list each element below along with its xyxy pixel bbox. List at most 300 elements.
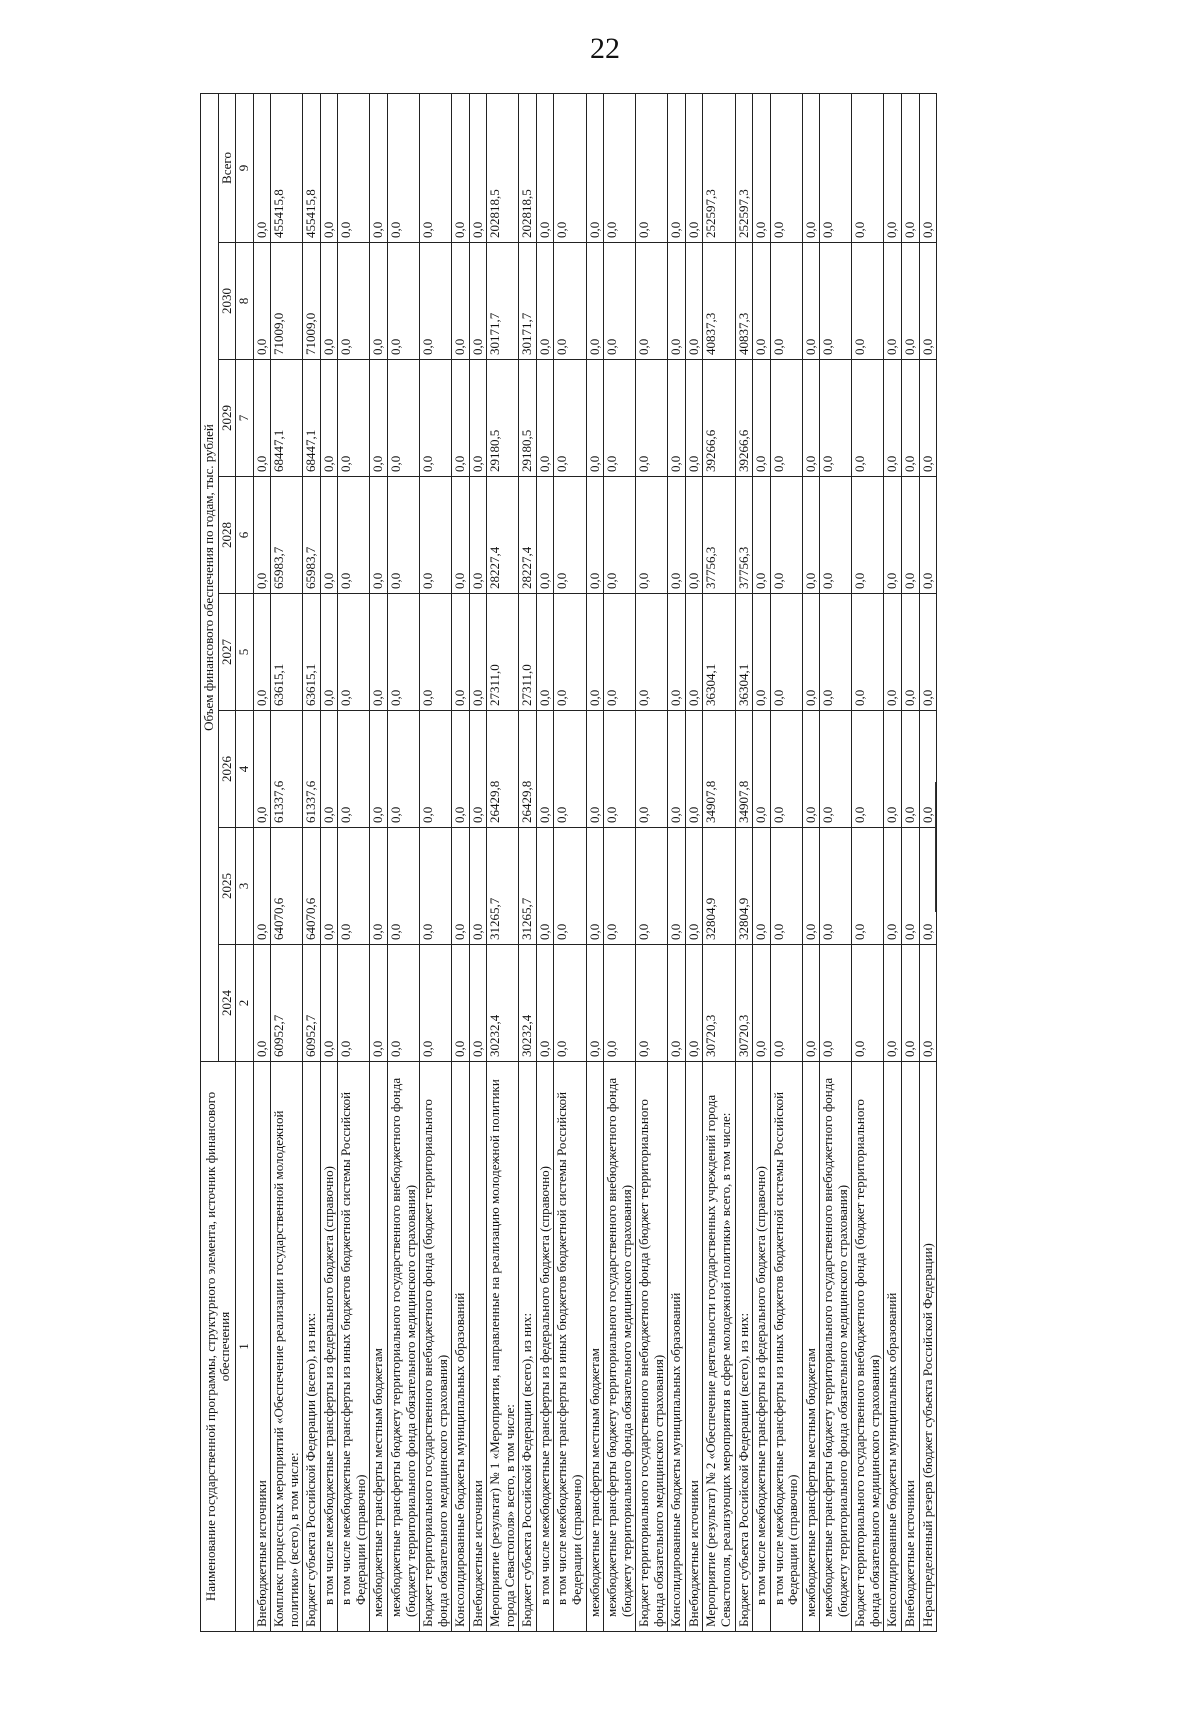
row-total-value: 455415,8 [271,93,303,242]
row-year-value: 39266,6 [735,360,753,477]
row-year-value: 0,0 [388,594,420,711]
row-year-value: 0,0 [338,360,370,477]
row-year-value: 0,0 [668,360,686,477]
row-name: Консолидированные бюджеты муниципальных образований [668,1062,686,1632]
row-year-value: 0,0 [420,711,452,828]
row-year-value: 0,0 [338,711,370,828]
row-year-value: 0,0 [604,594,636,711]
row-total-value: 0,0 [636,93,668,242]
row-name: Бюджет субъекта Российской Федерации (всего), из них: [519,1062,537,1632]
row-year-value: 0,0 [901,360,919,477]
row-year-value: 0,0 [554,828,586,945]
row-total-value: 0,0 [320,93,338,242]
row-year-value: 0,0 [753,594,771,711]
row-year-value: 0,0 [338,243,370,360]
row-year-value: 0,0 [452,243,470,360]
row-year-value: 26429,8 [487,711,519,828]
row-year-value: 60952,7 [303,945,321,1062]
table-row [452,93,470,1631]
table-row [519,93,537,1631]
table-row [884,93,902,1631]
row-year-value: 0,0 [802,594,820,711]
row-year-value: 32804,9 [735,828,753,945]
row-year-value: 0,0 [469,828,487,945]
row-total-value: 0,0 [554,93,586,242]
row-name: межбюджетные трансферты бюджету территориального государственного внебюджетного фонда (бюджету территориального фонда обязательного медицинского страхования) [388,1062,420,1632]
row-year-value: 0,0 [420,477,452,594]
row-year-value: 0,0 [802,945,820,1062]
row-year-value: 60952,7 [271,945,303,1062]
row-year-value: 0,0 [554,477,586,594]
row-year-value: 0,0 [770,243,802,360]
row-year-value: 0,0 [753,828,771,945]
row-year-value: 34907,8 [735,711,753,828]
row-year-value: 0,0 [604,360,636,477]
row-year-value: 0,0 [388,828,420,945]
row-year-value: 0,0 [685,711,703,828]
row-year-value: 0,0 [820,477,852,594]
row-year-value: 0,0 [685,945,703,1062]
column-index: 7 [236,360,254,477]
row-year-value: 63615,1 [303,594,321,711]
header-row-1 [201,93,219,1631]
row-year-value: 0,0 [604,828,636,945]
row-year-value: 0,0 [753,711,771,828]
footer-line [935,782,936,912]
row-name: Мероприятие (результат) № 1 «Мероприятия, направленные на реализацию молодежной политики города Севастополя» всего, в том числе: [487,1062,519,1632]
header-year: 2030 [218,243,236,360]
row-year-value: 0,0 [554,945,586,1062]
row-year-value: 0,0 [770,477,802,594]
row-year-value: 0,0 [852,945,884,1062]
row-year-value: 28227,4 [519,477,537,594]
row-year-value: 0,0 [668,243,686,360]
table-row [852,93,884,1631]
row-year-value: 40837,3 [703,243,735,360]
row-year-value: 36304,1 [703,594,735,711]
column-index: 2 [236,945,254,1062]
table-row [802,93,820,1631]
row-year-value: 0,0 [253,711,271,828]
row-year-value: 71009,0 [303,243,321,360]
row-year-value: 0,0 [320,477,338,594]
row-name: Мероприятие (результат) № 2 «Обеспечение деятельности государственных учреждений города Севастополя, реализующих мероприятия в сфере молодежной политики» всего, в том числе: [703,1062,735,1632]
row-year-value: 0,0 [338,594,370,711]
column-index: 9 [236,93,254,242]
row-year-value: 0,0 [370,945,388,1062]
row-year-value: 0,0 [452,945,470,1062]
column-index: 3 [236,828,254,945]
row-year-value: 37756,3 [735,477,753,594]
row-name: Бюджет территориального государственного внебюджетного фонда (бюджет территориального фонда обязательного медицинского страхования) [852,1062,884,1632]
row-year-value: 0,0 [852,360,884,477]
row-year-value: 30171,7 [487,243,519,360]
row-year-value: 0,0 [469,711,487,828]
row-year-value: 0,0 [852,243,884,360]
row-year-value: 0,0 [636,360,668,477]
row-year-value: 0,0 [536,711,554,828]
table-row [554,93,586,1631]
table-row [636,93,668,1631]
row-name: межбюджетные трансферты местным бюджетам [586,1062,604,1632]
row-year-value: 0,0 [770,711,802,828]
row-total-value: 0,0 [919,93,937,242]
row-year-value: 0,0 [338,477,370,594]
table-row [919,93,937,1631]
row-year-value: 0,0 [884,828,902,945]
row-year-value: 0,0 [253,828,271,945]
row-year-value: 68447,1 [303,360,321,477]
row-year-value: 0,0 [536,360,554,477]
row-year-value: 0,0 [554,594,586,711]
row-year-value: 0,0 [802,828,820,945]
row-year-value: 0,0 [536,945,554,1062]
column-index: 1 [236,1062,254,1632]
row-year-value: 0,0 [420,594,452,711]
row-year-value: 0,0 [536,477,554,594]
row-year-value: 0,0 [554,711,586,828]
row-year-value: 0,0 [370,477,388,594]
row-year-value: 0,0 [919,711,937,828]
row-year-value: 0,0 [884,243,902,360]
row-total-value: 0,0 [338,93,370,242]
row-year-value: 0,0 [884,477,902,594]
header-year: 2025 [218,828,236,945]
row-year-value: 30232,4 [519,945,537,1062]
column-index-row [236,93,254,1631]
row-year-value: 0,0 [770,945,802,1062]
row-year-value: 0,0 [852,711,884,828]
row-year-value: 0,0 [320,828,338,945]
row-name: Комплекс процессных мероприятий «Обеспечение реализации государственной молодежной политики» (всего), в том числе: [271,1062,303,1632]
row-year-value: 0,0 [636,711,668,828]
column-index: 8 [236,243,254,360]
row-year-value: 0,0 [852,594,884,711]
row-year-value: 0,0 [852,828,884,945]
table-row [388,93,420,1631]
row-year-value: 0,0 [536,828,554,945]
row-total-value: 0,0 [802,93,820,242]
row-year-value: 31265,7 [519,828,537,945]
row-year-value: 64070,6 [271,828,303,945]
table-row [320,93,338,1631]
row-year-value: 0,0 [636,945,668,1062]
row-year-value: 0,0 [919,243,937,360]
row-year-value: 27311,0 [487,594,519,711]
row-year-value: 0,0 [901,828,919,945]
row-year-value: 0,0 [586,477,604,594]
row-year-value: 71009,0 [271,243,303,360]
row-year-value: 0,0 [685,828,703,945]
table-row [770,93,802,1631]
row-year-value: 0,0 [370,828,388,945]
row-year-value: 0,0 [469,945,487,1062]
row-year-value: 0,0 [636,828,668,945]
row-year-value: 0,0 [919,945,937,1062]
row-total-value: 0,0 [770,93,802,242]
row-year-value: 26429,8 [519,711,537,828]
row-name: Внебюджетные источники [685,1062,703,1632]
row-year-value: 0,0 [770,360,802,477]
row-year-value: 0,0 [452,711,470,828]
row-year-value: 28227,4 [487,477,519,594]
row-year-value: 0,0 [919,594,937,711]
row-year-value: 0,0 [820,243,852,360]
row-year-value: 0,0 [753,945,771,1062]
row-name: межбюджетные трансферты местным бюджетам [370,1062,388,1632]
row-total-value: 0,0 [469,93,487,242]
row-total-value: 455415,8 [303,93,321,242]
row-year-value: 36304,1 [735,594,753,711]
row-year-value: 0,0 [668,828,686,945]
row-year-value: 0,0 [636,243,668,360]
row-name: Внебюджетные источники [469,1062,487,1632]
row-year-value: 0,0 [536,243,554,360]
row-total-value: 252597,3 [735,93,753,242]
row-total-value: 0,0 [586,93,604,242]
row-year-value: 0,0 [884,360,902,477]
row-year-value: 0,0 [586,360,604,477]
row-year-value: 0,0 [802,360,820,477]
row-name: Консолидированные бюджеты муниципальных образований [884,1062,902,1632]
row-total-value: 0,0 [370,93,388,242]
row-year-value: 29180,5 [519,360,537,477]
row-year-value: 31265,7 [487,828,519,945]
row-year-value: 0,0 [919,477,937,594]
row-total-value: 0,0 [536,93,554,242]
table-row [370,93,388,1631]
row-year-value: 0,0 [586,594,604,711]
row-total-value: 0,0 [253,93,271,242]
row-year-value: 27311,0 [519,594,537,711]
row-year-value: 68447,1 [271,360,303,477]
row-year-value: 0,0 [884,594,902,711]
row-year-value: 0,0 [586,945,604,1062]
table-row [536,93,554,1631]
row-total-value: 0,0 [668,93,686,242]
row-year-value: 0,0 [820,360,852,477]
row-year-value: 0,0 [452,828,470,945]
row-year-value: 0,0 [586,243,604,360]
row-year-value: 0,0 [919,828,937,945]
row-year-value: 0,0 [253,945,271,1062]
row-total-value: 0,0 [820,93,852,242]
row-year-value: 0,0 [388,477,420,594]
table-row [420,93,452,1631]
row-year-value: 0,0 [901,243,919,360]
row-year-value: 63615,1 [271,594,303,711]
table-row [820,93,852,1631]
row-year-value: 34907,8 [703,711,735,828]
row-year-value: 0,0 [636,477,668,594]
row-year-value: 0,0 [852,477,884,594]
row-year-value: 61337,6 [271,711,303,828]
row-year-value: 0,0 [253,360,271,477]
table-row [685,93,703,1631]
row-year-value: 0,0 [554,360,586,477]
row-year-value: 0,0 [901,477,919,594]
table-row [487,93,519,1631]
row-year-value: 0,0 [370,243,388,360]
rotated-table-container [200,94,1120,1632]
header-year: 2024 [218,945,236,1062]
row-name: в том числе межбюджетные трансферты из федерального бюджета (справочно) [753,1062,771,1632]
row-year-value: 0,0 [604,243,636,360]
row-year-value: 0,0 [820,945,852,1062]
rotated-table [200,94,1120,1632]
page-number: 22 [590,32,620,65]
row-year-value: 0,0 [586,711,604,828]
row-name: в том числе межбюджетные трансферты из иных бюджетов бюджетной системы Российской Федерации (справочно) [770,1062,802,1632]
row-year-value: 0,0 [320,360,338,477]
row-year-value: 0,0 [884,945,902,1062]
row-year-value: 0,0 [802,477,820,594]
financing-table [200,93,937,1632]
row-year-value: 0,0 [685,477,703,594]
row-year-value: 0,0 [753,360,771,477]
row-year-value: 0,0 [685,360,703,477]
row-year-value: 0,0 [802,711,820,828]
row-total-value: 0,0 [420,93,452,242]
column-index: 4 [236,711,254,828]
row-year-value: 0,0 [469,477,487,594]
row-year-value: 30232,4 [487,945,519,1062]
row-year-value: 0,0 [469,360,487,477]
row-year-value: 0,0 [420,828,452,945]
row-year-value: 0,0 [604,477,636,594]
row-name: в том числе межбюджетные трансферты из иных бюджетов бюджетной системы Российской Федерации (справочно) [554,1062,586,1632]
row-name: Нераспределенный резерв (бюджет субъекта Российской Федерации) [919,1062,937,1632]
column-index: 6 [236,477,254,594]
row-year-value: 0,0 [604,945,636,1062]
table-row [901,93,919,1631]
row-year-value: 0,0 [388,360,420,477]
row-year-value: 30720,3 [703,945,735,1062]
row-year-value: 0,0 [338,945,370,1062]
header-year: 2028 [218,477,236,594]
row-name: Консолидированные бюджеты муниципальных образований [452,1062,470,1632]
row-year-value: 0,0 [604,711,636,828]
table-row [668,93,686,1631]
header-year: 2029 [218,360,236,477]
row-year-value: 65983,7 [303,477,321,594]
row-name: межбюджетные трансферты местным бюджетам [802,1062,820,1632]
row-year-value: 0,0 [820,711,852,828]
row-year-value: 0,0 [753,477,771,594]
row-total-value: 0,0 [452,93,470,242]
row-year-value: 0,0 [668,945,686,1062]
row-name: в том числе межбюджетные трансферты из федерального бюджета (справочно) [320,1062,338,1632]
row-year-value: 30720,3 [735,945,753,1062]
row-name: в том числе межбюджетные трансферты из федерального бюджета (справочно) [536,1062,554,1632]
row-year-value: 0,0 [685,594,703,711]
row-name: межбюджетные трансферты бюджету территориального государственного внебюджетного фонда (бюджету территориального фонда обязательного медицинского страхования) [604,1062,636,1632]
row-year-value: 65983,7 [271,477,303,594]
row-year-value: 0,0 [253,243,271,360]
row-year-value: 0,0 [370,711,388,828]
row-year-value: 0,0 [253,594,271,711]
row-year-value: 37756,3 [703,477,735,594]
row-year-value: 0,0 [370,360,388,477]
row-total-value: 0,0 [388,93,420,242]
row-name: Бюджет территориального государственного внебюджетного фонда (бюджет территориального фонда обязательного медицинского страхования) [636,1062,668,1632]
row-year-value: 0,0 [586,828,604,945]
row-name: Бюджет субъекта Российской Федерации (всего), из них: [303,1062,321,1632]
row-year-value: 0,0 [668,477,686,594]
row-total-value: 202818,5 [519,93,537,242]
row-year-value: 0,0 [388,945,420,1062]
row-year-value: 0,0 [452,477,470,594]
row-year-value: 32804,9 [703,828,735,945]
header-volume-group: Объем финансового обеспечения по годам, тыс. рублей [201,93,219,1061]
row-total-value: 0,0 [753,93,771,242]
row-year-value: 0,0 [420,945,452,1062]
table-row [303,93,321,1631]
row-year-value: 0,0 [420,360,452,477]
row-year-value: 30171,7 [519,243,537,360]
row-year-value: 0,0 [919,360,937,477]
row-year-value: 0,0 [685,243,703,360]
row-year-value: 0,0 [388,243,420,360]
row-year-value: 0,0 [820,594,852,711]
table-row [703,93,735,1631]
row-year-value: 0,0 [338,828,370,945]
row-year-value: 0,0 [636,594,668,711]
row-total-value: 202818,5 [487,93,519,242]
row-total-value: 0,0 [901,93,919,242]
row-year-value: 0,0 [320,945,338,1062]
row-year-value: 0,0 [901,594,919,711]
row-year-value: 0,0 [320,243,338,360]
header-year: 2026 [218,711,236,828]
row-total-value: 0,0 [852,93,884,242]
header-total: Всего [218,93,236,242]
row-year-value: 0,0 [901,945,919,1062]
row-year-value: 39266,6 [703,360,735,477]
table-row [753,93,771,1631]
row-total-value: 0,0 [685,93,703,242]
row-year-value: 61337,6 [303,711,321,828]
row-name: межбюджетные трансферты бюджету территориального государственного внебюджетного фонда (бюджету территориального фонда обязательного медицинского страхования) [820,1062,852,1632]
row-year-value: 0,0 [469,243,487,360]
row-year-value: 0,0 [420,243,452,360]
row-year-value: 0,0 [536,594,554,711]
row-name: Бюджет субъекта Российской Федерации (всего), из них: [735,1062,753,1632]
row-name: Внебюджетные источники [901,1062,919,1632]
row-year-value: 0,0 [469,594,487,711]
row-year-value: 64070,6 [303,828,321,945]
table-row [735,93,753,1631]
row-year-value: 0,0 [770,594,802,711]
row-year-value: 0,0 [370,594,388,711]
row-year-value: 0,0 [452,360,470,477]
row-year-value: 0,0 [901,711,919,828]
table-row [604,93,636,1631]
table-row [271,93,303,1631]
row-total-value: 0,0 [884,93,902,242]
table-row [338,93,370,1631]
row-year-value: 0,0 [388,711,420,828]
row-name: в том числе межбюджетные трансферты из иных бюджетов бюджетной системы Российской Федерации (справочно) [338,1062,370,1632]
row-year-value: 0,0 [802,243,820,360]
header-year: 2027 [218,594,236,711]
row-year-value: 40837,3 [735,243,753,360]
row-year-value: 0,0 [554,243,586,360]
row-year-value: 0,0 [668,711,686,828]
row-year-value: 0,0 [452,594,470,711]
row-year-value: 0,0 [320,711,338,828]
row-year-value: 0,0 [753,243,771,360]
